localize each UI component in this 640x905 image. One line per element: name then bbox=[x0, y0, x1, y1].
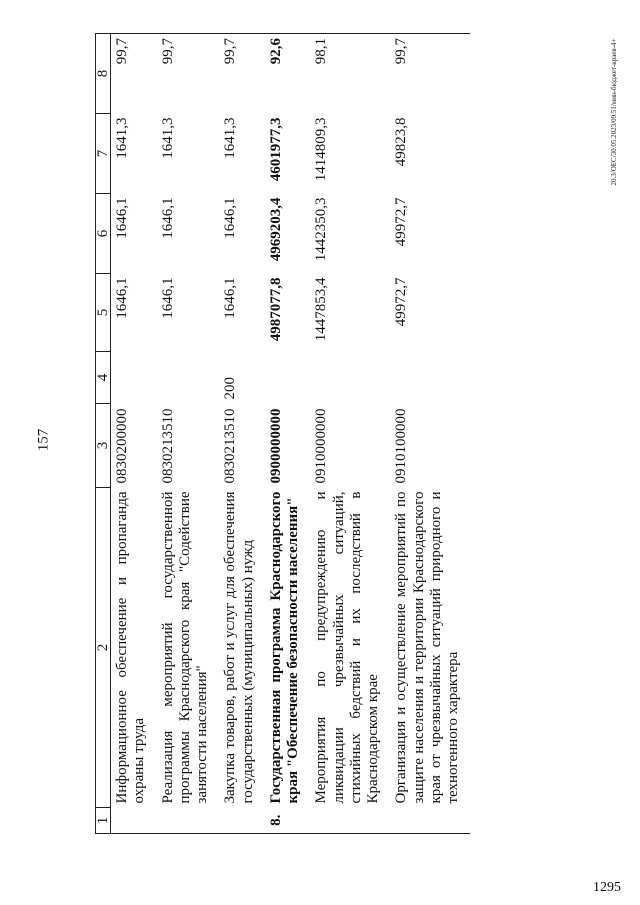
row-value-col5: 1447853,4 bbox=[313, 277, 330, 342]
row-value-col7: 4601977,3 bbox=[267, 117, 284, 182]
row-expense-type bbox=[390, 352, 470, 404]
row-expense-type bbox=[310, 352, 390, 404]
row-value-col6: 4969203,4 bbox=[267, 197, 284, 262]
row-value-col7: 1414809,3 bbox=[313, 117, 330, 182]
row-value-col5: 49972,7 bbox=[393, 277, 410, 327]
header-col-6: 6 bbox=[96, 194, 111, 274]
row-target-code: 0830213510 bbox=[222, 408, 239, 484]
row-expense-type bbox=[157, 352, 220, 404]
document-stamp: 20.3/ОЕС/30.05.2023/09.51/мин-бюджет-краев-4+ bbox=[610, 38, 618, 186]
row-value-col5: 1646,1 bbox=[114, 277, 130, 319]
rotated-table-frame bbox=[95, 34, 605, 834]
header-col-5: 5 bbox=[96, 274, 111, 352]
row-expense-type bbox=[111, 352, 157, 404]
header-col-8: 8 bbox=[96, 34, 111, 114]
row-value-col5: 4987077,8 bbox=[267, 277, 284, 342]
table-row bbox=[390, 34, 470, 834]
row-value-col7: 1641,3 bbox=[222, 117, 239, 159]
row-number bbox=[310, 808, 390, 834]
row-value-col8: 99,7 bbox=[390, 34, 470, 114]
row-expense-type: 200 bbox=[222, 377, 239, 400]
row-value-col8: 98,1 bbox=[310, 34, 390, 114]
row-target-code: 0830213510 bbox=[159, 408, 176, 484]
table-body bbox=[111, 34, 471, 834]
row-expense-type bbox=[265, 352, 311, 404]
header-col-2: 2 bbox=[96, 488, 111, 808]
row-number bbox=[157, 808, 220, 834]
row-value-col8: 99,7 bbox=[111, 34, 157, 114]
row-name: Реализация мероприятий государственной программы Краснодарского края "Содействие занятости населения" bbox=[159, 491, 210, 804]
page-number: 157 bbox=[35, 428, 52, 452]
row-target-code: 0900000000 bbox=[267, 408, 284, 484]
table-row bbox=[310, 34, 390, 834]
row-value-col5: 1646,1 bbox=[222, 277, 239, 319]
row-value-col6: 1646,1 bbox=[114, 197, 130, 239]
row-number bbox=[390, 808, 470, 834]
row-name: Организация и осуществление мероприятий по защите населения и территории Краснодарского края от чрезвычайных ситуаций природного и техногенного характера bbox=[393, 491, 461, 804]
row-value-col6: 1646,1 bbox=[222, 197, 239, 239]
table-row bbox=[157, 34, 220, 834]
budget-table bbox=[95, 33, 470, 834]
row-value-col8: 92,6 bbox=[265, 34, 311, 114]
row-number bbox=[111, 808, 157, 834]
row-name: Мероприятия по предупреждению и ликвидации чрезвычайных ситуаций, стихийных бедствий и их последствий в Краснодарском крае bbox=[313, 491, 381, 804]
header-row bbox=[96, 34, 111, 834]
row-value-col7: 49823,8 bbox=[393, 117, 410, 167]
row-value-col5: 1646,1 bbox=[159, 277, 176, 319]
footer-page-number: 1295 bbox=[593, 880, 621, 895]
row-number: 8. bbox=[265, 808, 311, 834]
row-name: Государственная программа Краснодарского края "Обеспечение безопасности населения" bbox=[267, 491, 301, 804]
row-target-code: 0830200000 bbox=[114, 408, 130, 484]
row-target-code: 0910000000 bbox=[313, 408, 330, 484]
row-value-col7: 1641,3 bbox=[159, 117, 176, 159]
header-col-4: 4 bbox=[96, 352, 111, 404]
header-col-3: 3 bbox=[96, 404, 111, 488]
row-target-code: 0910100000 bbox=[393, 408, 410, 484]
row-value-col8: 99,7 bbox=[219, 34, 265, 114]
row-name: Информационное обеспечение и пропаганда охраны труда bbox=[114, 491, 148, 804]
row-value-col7: 1641,3 bbox=[114, 117, 130, 159]
row-value-col8: 99,7 bbox=[157, 34, 220, 114]
row-value-col6: 49972,7 bbox=[393, 197, 410, 247]
row-value-col6: 1442350,3 bbox=[313, 197, 330, 262]
row-name: Закупка товаров, работ и услуг для обеспечения государственных (муниципальных) нужд bbox=[222, 491, 256, 804]
table-row-program bbox=[265, 34, 311, 834]
row-value-col6: 1646,1 bbox=[159, 197, 176, 239]
table-header bbox=[96, 34, 111, 834]
row-number bbox=[219, 808, 265, 834]
table-row bbox=[219, 34, 265, 834]
budget-table-container bbox=[95, 34, 605, 834]
header-col-7: 7 bbox=[96, 114, 111, 194]
header-col-1: 1 bbox=[96, 808, 111, 834]
table-row bbox=[111, 34, 157, 834]
